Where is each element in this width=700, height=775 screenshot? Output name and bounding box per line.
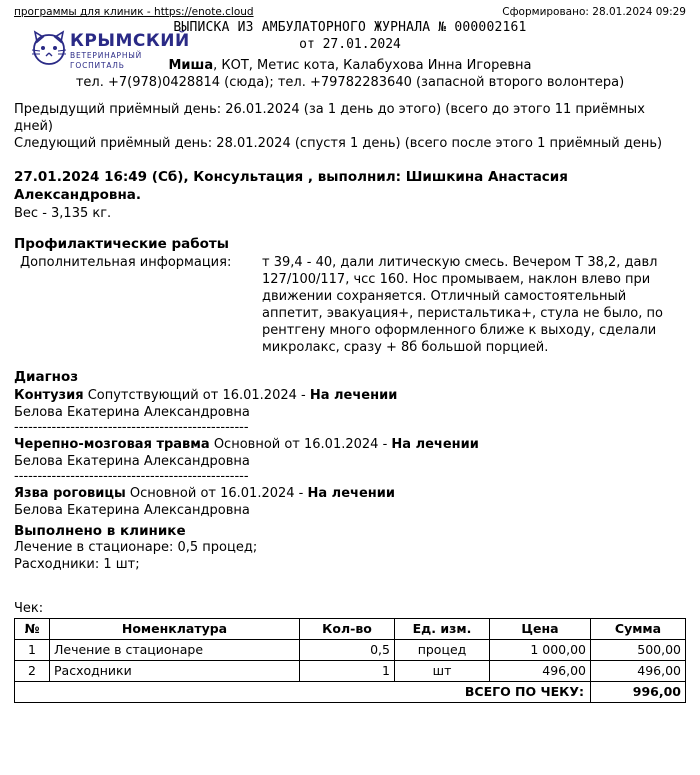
cell-unit: процед	[395, 640, 490, 661]
cell-quantity: 1	[300, 661, 395, 682]
diagnosis-item	[14, 485, 686, 519]
diagnosis-status: На лечении	[309, 388, 398, 403]
additional-information-label: Дополнительная информация:	[20, 255, 232, 270]
day-info	[14, 101, 686, 152]
patient-phones: тел. +7(978)0428814 (сюда); тел. +79782283640 (запасной второго волонтера)	[75, 75, 625, 90]
performed-heading: Выполнено в клинике	[14, 523, 186, 539]
diagnosis-kind: Основной от 16.01.2024 -	[209, 437, 392, 452]
diagnosis-name: Язва роговицы	[14, 486, 126, 501]
diagnosis-status: На лечении	[307, 486, 395, 501]
cell-unit: шт	[395, 661, 490, 682]
enote-link[interactable]: программы для клиник - https://enote.cloud	[14, 6, 254, 18]
diagnosis-separator: --------------------------------------------------	[14, 421, 249, 435]
patient-weight: Вес - 3,135 кг.	[14, 206, 112, 221]
diagnosis-separator: --------------------------------------------------	[14, 470, 249, 484]
diagnosis-name: Контузия	[14, 388, 84, 403]
total-value: 996,00	[591, 682, 686, 703]
generated-timestamp: Сформировано: 28.01.2024 09:29	[502, 6, 686, 18]
patient-line	[14, 57, 686, 74]
cell-price: 1 000,00	[490, 640, 591, 661]
column-header-num: №	[15, 619, 50, 640]
diagnosis-item	[14, 387, 686, 435]
total-label: ВСЕГО ПО ЧЕКУ:	[15, 682, 591, 703]
cell-nomenclature: Расходники	[50, 661, 300, 682]
page-title: ВЫПИСКА ИЗ АМБУЛАТОРНОГО ЖУРНАЛА № 000002161	[173, 20, 527, 35]
prophylaxis-heading: Профилактические работы	[14, 236, 229, 252]
table-row	[15, 640, 686, 661]
table-row	[15, 661, 686, 682]
cell-sum: 500,00	[591, 640, 686, 661]
patient-name: Миша	[168, 58, 214, 73]
logo-subtitle: ВЕТЕРИНАРНЫЙ ГОСПИТАЛЬ	[70, 51, 143, 70]
diagnosis-doctor: Белова Екатерина Александровна	[14, 503, 250, 518]
column-header-unit: Ед. изм.	[395, 619, 490, 640]
diagnosis-item	[14, 436, 686, 484]
cell-sum: 496,00	[591, 661, 686, 682]
cell-num: 1	[15, 640, 50, 661]
additional-information-text: т 39,4 - 40, дали литическую смесь. Вечером Т 38,2, давл 127/100/117, чсс 160. Нос промываем, наклон влево при движении сохраняется. Отличный самостоятельный аппетит, эвакуация+, перистальтика+, стула не было, по рентгену много оформленного ближе к выходу, сделали микролакс, сразу + 8б большой порцией.	[262, 255, 663, 355]
check-table	[14, 618, 686, 703]
diagnosis-kind: Сопутствующий от 16.01.2024 -	[83, 388, 310, 403]
diagnosis-line	[14, 436, 686, 453]
additional-information	[14, 254, 686, 356]
diagnosis-status: На лечении	[391, 437, 479, 452]
cell-quantity: 0,5	[300, 640, 395, 661]
table-header-row	[15, 619, 686, 640]
table-total-row	[15, 682, 686, 703]
document-date: от 27.01.2024	[299, 37, 401, 52]
check-label: Чек:	[14, 601, 44, 616]
performed-line: Лечение в стационаре: 0,5 процед;	[14, 540, 258, 555]
column-header-price: Цена	[490, 619, 591, 640]
cell-num: 2	[15, 661, 50, 682]
next-visit-day: Следующий приёмный день: 28.01.2024 (спустя 1 день) (всего после этого 1 приёмный день)	[14, 136, 663, 151]
cell-price: 496,00	[490, 661, 591, 682]
logo-title: КРЫМСКИЙ	[70, 31, 190, 51]
previous-visit-day: Предыдущий приёмный день: 26.01.2024 (за 1 день до этого) (всего до этого 11 приёмных дней)	[14, 102, 645, 134]
column-header-nomenclature: Номенклатура	[50, 619, 300, 640]
cell-nomenclature: Лечение в стационаре	[50, 640, 300, 661]
diagnosis-doctor: Белова Екатерина Александровна	[14, 405, 250, 420]
patient-details: , КОТ, Метис кота, Калабухова Инна Игоревна	[213, 58, 532, 73]
performed-line: Расходники: 1 шт;	[14, 557, 140, 572]
diagnosis-heading: Диагноз	[14, 369, 79, 385]
column-header-quantity: Кол-во	[300, 619, 395, 640]
top-bar	[14, 6, 686, 18]
diagnosis-name: Черепно-мозговая травма	[14, 437, 210, 452]
diagnosis-kind: Основной от 16.01.2024 -	[125, 486, 308, 501]
column-header-sum: Сумма	[591, 619, 686, 640]
diagnosis-line	[14, 485, 686, 502]
diagnosis-doctor: Белова Екатерина Александровна	[14, 454, 250, 469]
diagnosis-line	[14, 387, 686, 404]
visit-title: 27.01.2024 16:49 (Сб), Консультация , выполнил: Шишкина Анастасия Александровна.	[14, 169, 568, 203]
